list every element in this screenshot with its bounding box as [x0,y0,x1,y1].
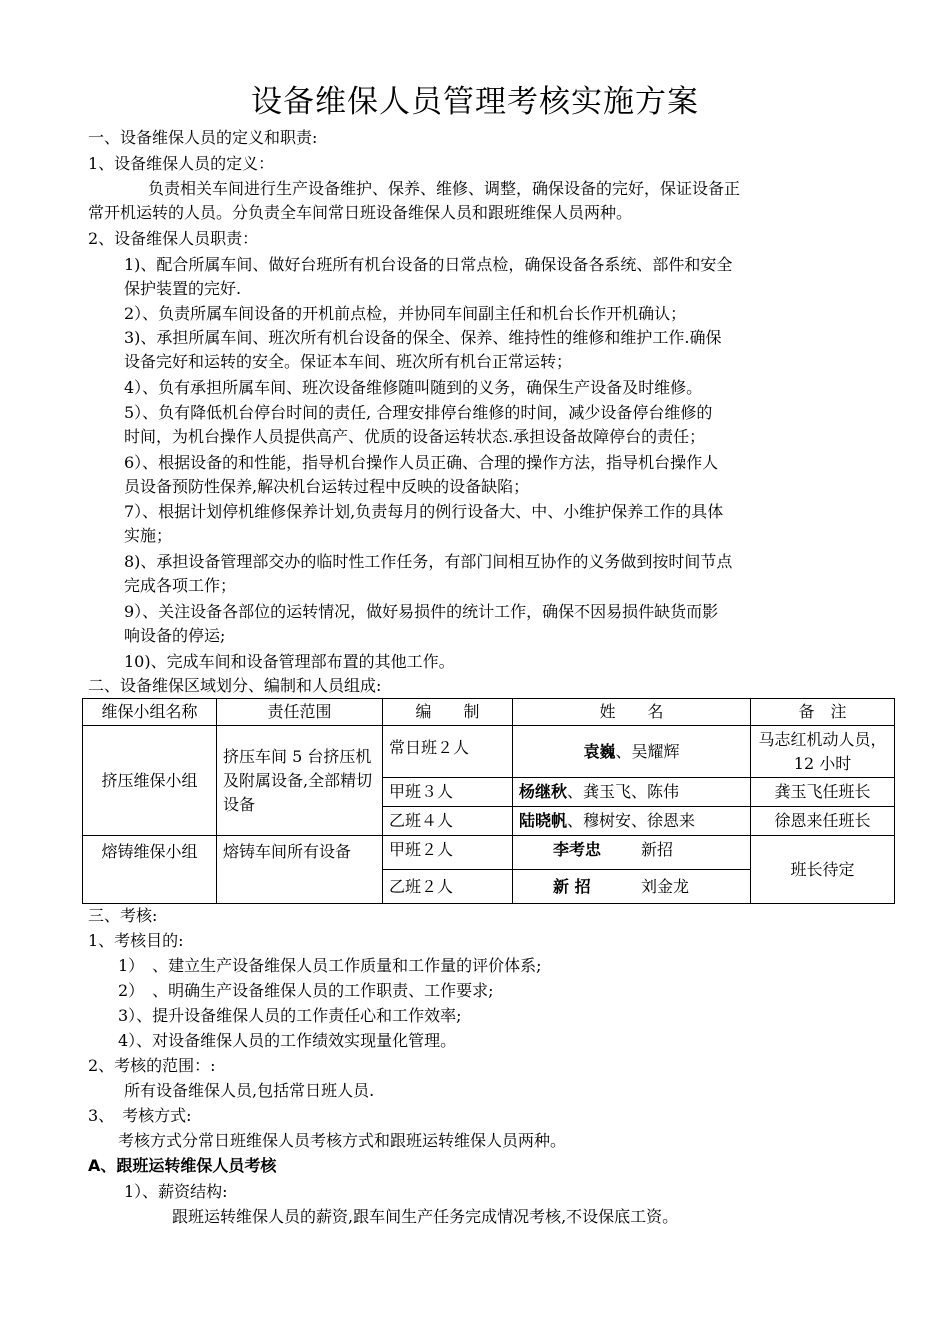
header-cell: 备 注 [751,699,895,726]
name-cell [513,726,751,778]
header-cell: 责任范围 [217,699,383,726]
scope-cell: 熔铸车间所有设备 [217,836,383,904]
duty-line: 实施； [124,526,173,545]
sub-heading: 2、设备维保人员职责： [88,229,259,248]
duty-line: 员设备预防性保养,解决机台运转过程中反映的设备缺陷； [124,477,530,496]
group-name-cell: 挤压维保小组 [83,726,217,836]
sub-heading: 1、设备维保人员的定义： [88,154,275,173]
name-cell [513,807,751,836]
note-cell: 徐恩来任班长 [751,807,895,836]
name-cell [513,870,751,904]
duty-line: 8)、承担设备管理部交办的临时性工作任务，有部门间相互协作的义务做到按时间节点 [124,552,733,571]
name-lead: 李考忠 [553,840,602,859]
sub-heading: 2、考核的范围：: [88,1056,216,1075]
duty-line: 1)、配合所属车间、做好台班所有机台设备的日常点检，确保设备各系统、部件和安全 [124,255,733,274]
section-heading: 一、设备维保人员的定义和职责: [88,128,318,147]
table-header-row [83,699,895,726]
name-lead: 杨继秋 [519,782,568,801]
duty-line: 4）、负有承担所属车间、班次设备维修随叫随到的义务，确保生产设备及时维修。 [124,378,703,397]
duty-line: 时间，为机台操作人员提供高产、优质的设备运转状态.承担设备故障停台的责任； [124,427,706,446]
purpose-line: 1） 、建立生产设备维保人员工作质量和工作量的评价体系; [118,956,542,975]
table-row [83,836,895,870]
name-others: 、吴耀辉 [615,741,680,761]
duty-line: 设备完好和运转的安全。保证本车间、班次所有机台正常运转； [124,352,573,371]
paragraph-line: 常开机运转的人员。分负责全车间常日班设备维保人员和跟班维保人员两种。 [88,203,633,222]
shift-cell: 甲班３人 [383,778,513,807]
duty-line: 保护装置的完好. [124,279,242,298]
section-heading: 三、考核: [88,906,158,925]
section-heading: 二、设备维保区域划分、编制和人员组成: [88,676,382,695]
duty-line: 9）、关注设备各部位的运转情况，做好易损件的统计工作，确保不因易损件缺货而影 [124,602,719,621]
duty-line: 完成各项工作； [124,576,237,595]
shift-cell: 乙班４人 [383,807,513,836]
duty-line: 3)、承担所属车间、班次所有机台设备的保全、保养、维持性的维修和维护工作.确保 [124,328,722,347]
duty-line: 5）、负有降低机台停台时间的责任, 合理安排停台维修的时间，减少设备停台维修的 [124,403,713,422]
shift-cell: 乙班２人 [383,870,513,904]
shift-cell: 甲班２人 [383,836,513,870]
name-others: 、龚玉飞、陈伟 [567,782,680,801]
duty-line: 2）、负责所属车间设备的开机前点检，并协同车间副主任和机台长作开机确认； [124,304,687,323]
purpose-line: 3）、提升设备维保人员的工作责任心和工作效率; [118,1006,462,1025]
purpose-line: 2） 、明确生产设备维保人员的工作职责、工作要求; [118,981,494,1000]
name-lead: 新 招 [553,876,591,896]
bold-heading: A、跟班运转维保人员考核 [88,1156,277,1175]
duty-line: 7）、根据计划停机维修保养计划,负责每月的例行设备大、中、小维护保养工作的具体 [124,502,724,521]
page-title: 设备维保人员管理考核实施方案 [251,84,699,120]
sub-heading: 1）、薪资结构: [124,1182,228,1201]
paragraph-line: 所有设备维保人员,包括常日班人员. [124,1081,375,1100]
purpose-line: 4）、对设备维保人员的工作绩效实现量化管理。 [118,1031,457,1050]
header-cell: 维保小组名称 [83,699,217,726]
sub-heading: 1、考核目的: [88,931,184,950]
paragraph-line: 考核方式分常日班维保人员考核方式和跟班运转维保人员两种。 [118,1131,567,1150]
shift-cell: 常日班２人 [383,726,513,778]
note-cell: 龚玉飞任班长 [751,778,895,807]
header-cell: 编 制 [383,699,513,726]
name-others: 新招 [641,840,674,859]
name-lead: 陆晓帆 [519,811,568,830]
staff-table [82,698,895,904]
group-name-cell: 熔铸维保小组 [83,836,217,904]
name-others: 刘金龙 [641,876,690,896]
duty-line: 响设备的停运; [124,626,226,645]
name-cell [513,836,751,870]
scope-cell: 挤压车间 5 台挤压机及附属设备,全部精切设备 [217,726,383,836]
sub-heading: 3、 考核方式: [88,1106,192,1125]
duty-line: 6）、根据设备的和性能，指导机台操作人员正确、合理的操作方法，指导机台操作人 [124,453,719,472]
name-others: 、穆树安、徐恩来 [567,811,696,830]
header-cell: 姓 名 [513,699,751,726]
note-cell: 马志红机动人员，12 小时 [751,726,895,778]
name-cell [513,778,751,807]
paragraph-line: 跟班运转维保人员的薪资,跟车间生产任务完成情况考核,不设保底工资。 [172,1207,679,1226]
name-lead: 袁巍 [583,741,616,761]
paragraph-line: 负责相关车间进行生产设备维护、保养、维修、调整，确保设备的完好，保证设备正 [148,179,741,198]
table-row [83,726,895,778]
duty-line: 10)、完成车间和设备管理部布置的其他工作。 [124,652,455,671]
note-cell: 班长待定 [751,836,895,904]
